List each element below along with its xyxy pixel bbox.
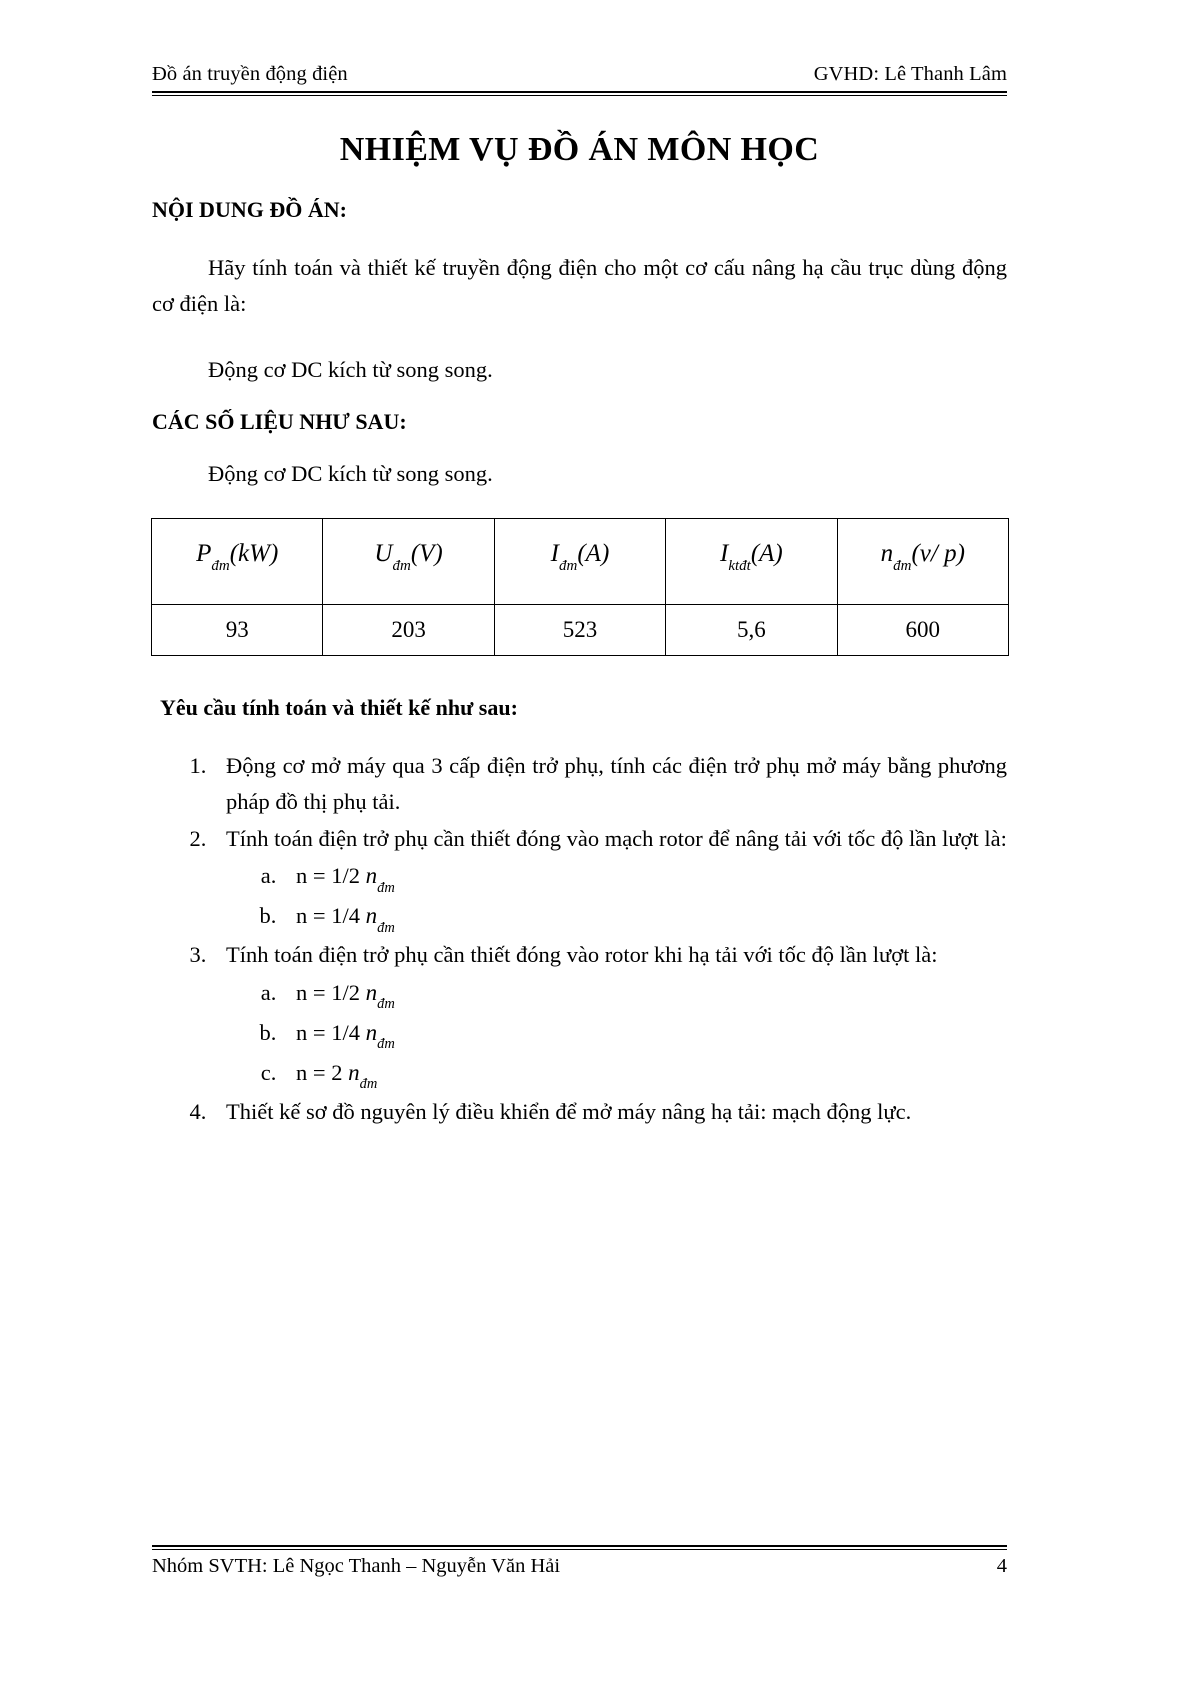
- header-right-text: GVHD: Lê Thanh Lâm: [813, 63, 1007, 85]
- sub-list-item: [282, 974, 1007, 1014]
- footer-divider: [152, 1545, 1007, 1550]
- formula-3a-var: n: [365, 979, 378, 1005]
- header-divider: [152, 91, 1007, 96]
- subscript-dm: đm: [392, 557, 411, 574]
- table-header-cell-idm: [494, 519, 665, 605]
- header-left-text: Đồ án truyền động điện: [152, 63, 348, 85]
- footer-left-text: Nhóm SVTH: Lê Ngọc Thanh – Nguyễn Văn Hải: [152, 1555, 561, 1577]
- list-item: [212, 821, 1007, 937]
- parameter-table: [151, 518, 1009, 656]
- table-cell-ndm-value: 600: [837, 605, 1008, 656]
- noidung-paragraph: [152, 250, 1007, 323]
- sub-list-item: [282, 1054, 1007, 1094]
- noidung-motor-line: [152, 352, 1007, 388]
- formula-2b-prefix: n = 1/4: [296, 903, 366, 929]
- unit-kw: (kW): [229, 540, 279, 568]
- unit-vp: (v/ p): [911, 540, 965, 568]
- symbol-n: n: [880, 540, 894, 568]
- symbol-I: I: [550, 540, 559, 568]
- formula-3b-subscript: đm: [377, 1036, 395, 1053]
- solieu-motor-text: Động cơ DC kích từ song song.: [208, 461, 493, 486]
- solieu-heading: [152, 408, 1007, 436]
- formula-2a-subscript: đm: [377, 879, 395, 896]
- page-title: NHIỆM VỤ ĐỒ ÁN MÔN HỌC: [339, 131, 820, 168]
- requirement-2-sublist: [226, 857, 1007, 937]
- formula-3a-prefix: n = 1/2: [296, 979, 366, 1005]
- table-cell-udm-value: 203: [323, 605, 494, 656]
- solieu-heading-text: CÁC SỐ LIỆU NHƯ SAU:: [152, 409, 407, 434]
- formula-2a-var: n: [365, 863, 378, 889]
- noidung-heading-text: NỘI DUNG ĐỒ ÁN:: [152, 197, 347, 222]
- sub-list-item: [282, 1014, 1007, 1054]
- page-footer: [152, 1545, 1007, 1578]
- formula-2b-subscript: đm: [377, 919, 395, 936]
- formula-3c-subscript: đm: [359, 1076, 378, 1093]
- header-row: [152, 62, 1007, 87]
- formula-3c-var: n: [348, 1059, 360, 1085]
- list-item: [212, 937, 1007, 1093]
- subscript-dm: đm: [559, 557, 578, 574]
- sub-list-item: [282, 897, 1007, 937]
- sub-list-item: [282, 857, 1007, 897]
- subscript-dm: đm: [893, 557, 912, 574]
- noidung-motor-text: Động cơ DC kích từ song song.: [208, 357, 493, 382]
- symbol-P: P: [196, 540, 212, 568]
- formula-3c-prefix: n = 2: [296, 1059, 349, 1085]
- table-cell-idm-value: 523: [494, 605, 665, 656]
- noidung-heading: [152, 196, 1007, 224]
- page-header: [152, 62, 1007, 96]
- formula-3a-subscript: đm: [377, 996, 395, 1013]
- formula-2a-prefix: n = 1/2: [296, 863, 366, 889]
- table-header-row: [152, 519, 1009, 605]
- requirement-3-sublist: [226, 974, 1007, 1094]
- noidung-paragraph-text: Hãy tính toán và thiết kế truyền động điện cho một cơ cấu nâng hạ cầu trục dùng động cơ điện là:: [152, 255, 1007, 317]
- page-number: 4: [996, 1555, 1007, 1577]
- requirement-3-text: Tính toán điện trở phụ cần thiết đóng vào rotor khi hạ tải với tốc độ lần lượt là:: [226, 942, 938, 968]
- table-header-cell-ndm: [837, 519, 1008, 605]
- requirement-1-text: Động cơ mở máy qua 3 cấp điện trở phụ, tính các điện trở phụ mở máy bằng phương pháp đồ thị phụ tải.: [226, 753, 1007, 815]
- formula-3b-prefix: n = 1/4: [296, 1019, 366, 1045]
- yeucau-heading-text: Yêu cầu tính toán và thiết kế như sau:: [160, 695, 518, 720]
- table-cell-pdm-value: 93: [152, 605, 323, 656]
- symbol-U: U: [374, 540, 393, 568]
- formula-2b: [296, 903, 395, 936]
- table-header-cell-pdm: [152, 519, 323, 605]
- requirements-list: [152, 748, 1007, 1130]
- formula-3c: [296, 1059, 378, 1093]
- subscript-ktdt: ktđt: [728, 557, 751, 574]
- requirement-2-text: Tính toán điện trở phụ cần thiết đóng vào mạch rotor để nâng tải với tốc độ lần lượt là:: [226, 825, 1007, 851]
- requirement-4-text: Thiết kế sơ đồ nguyên lý điều khiển để mở máy nâng hạ tải: mạch động lực.: [226, 1098, 912, 1124]
- table-header-cell-udm: [323, 519, 494, 605]
- requirements-list-wrapper: [152, 748, 1007, 1130]
- table-value-row: [152, 605, 1009, 656]
- table-cell-iktdt-value: 5,6: [666, 605, 837, 656]
- unit-a: (A): [750, 540, 783, 568]
- solieu-motor-line: [152, 456, 1007, 492]
- formula-3b-var: n: [365, 1019, 378, 1045]
- list-item: [212, 748, 1007, 821]
- formula-3b: [296, 1019, 395, 1053]
- table-header-cell-iktdt: [666, 519, 837, 605]
- formula-2a: [296, 863, 395, 896]
- footer-row: [152, 1555, 1007, 1578]
- yeucau-heading: [152, 694, 1007, 722]
- unit-v: (V): [410, 540, 443, 568]
- list-item: [212, 1094, 1007, 1130]
- formula-2b-var: n: [365, 903, 378, 929]
- unit-a: (A): [577, 540, 610, 568]
- formula-3a: [296, 979, 395, 1013]
- symbol-I: I: [719, 540, 729, 568]
- subscript-dm: đm: [211, 557, 230, 574]
